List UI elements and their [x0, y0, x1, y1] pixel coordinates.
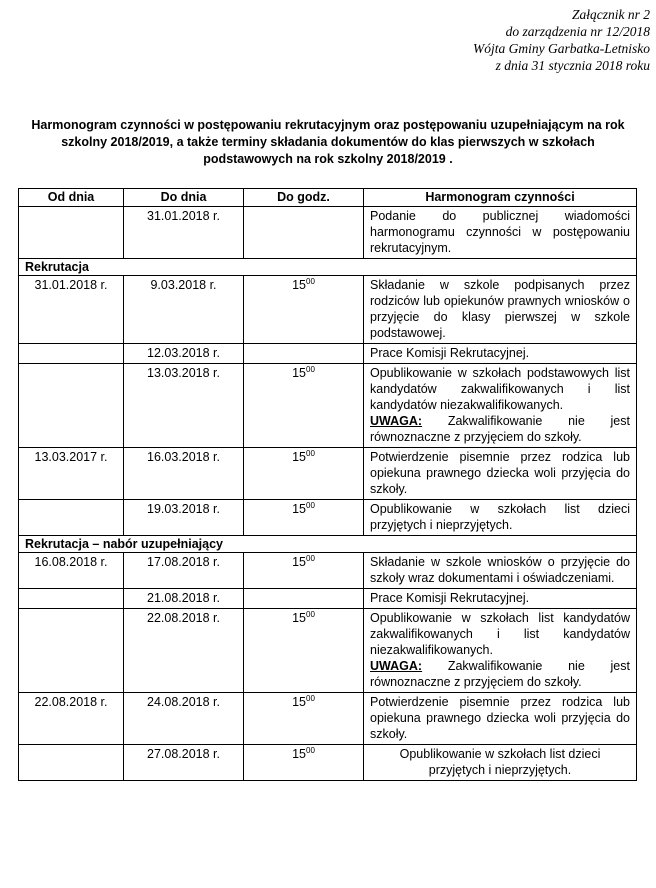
hour-value: 15 — [292, 278, 306, 292]
cell-hour — [244, 207, 364, 259]
cell-to: 24.08.2018 r. — [124, 693, 244, 745]
hour-minutes: 00 — [306, 277, 315, 286]
hour-value: 15 — [292, 555, 306, 569]
cell-activity: Składanie w szkole podpisanych przez rodziców lub opiekunów prawnych wniosków o przyjęcie do klasy pierwszej w szkole podstawowej. — [364, 276, 637, 344]
annex-header — [390, 6, 650, 74]
hour-value: 15 — [292, 747, 306, 761]
cell-activity — [364, 364, 637, 448]
hour-value: 15 — [292, 611, 306, 625]
header-to: Do dnia — [124, 189, 244, 207]
cell-to: 13.03.2018 r. — [124, 364, 244, 448]
cell-activity: Podanie do publicznej wiadomości harmonogramu czynności w postępowaniu rekrutacyjnym. — [364, 207, 637, 259]
hour-minutes: 00 — [306, 365, 315, 374]
cell-to: 19.03.2018 r. — [124, 500, 244, 536]
hour-minutes: 00 — [306, 501, 315, 510]
cell-to: 17.08.2018 r. — [124, 553, 244, 589]
section-label: Rekrutacja – nabór uzupełniający — [19, 536, 637, 553]
cell-activity: Składanie w szkole wniosków o przyjęcie do szkoły wraz dokumentami i oświadczeniami. — [364, 553, 637, 589]
cell-hour — [244, 500, 364, 536]
section-label: Rekrutacja — [19, 259, 637, 276]
schedule-table — [18, 188, 637, 781]
cell-hour — [244, 589, 364, 609]
hour-value: 15 — [292, 366, 306, 380]
cell-to: 31.01.2018 r. — [124, 207, 244, 259]
hour-value: 15 — [292, 450, 306, 464]
cell-hour — [244, 553, 364, 589]
cell-hour — [244, 745, 364, 781]
cell-from — [19, 745, 124, 781]
hour-minutes: 00 — [306, 694, 315, 703]
table-row — [19, 553, 637, 589]
header-from: Od dnia — [19, 189, 124, 207]
table-row — [19, 693, 637, 745]
table-row — [19, 500, 637, 536]
annex-number: Załącznik nr 2 — [571, 7, 650, 22]
header-activity: Harmonogram czynności — [364, 189, 637, 207]
warning-label: UWAGA: — [370, 659, 423, 673]
cell-from — [19, 364, 124, 448]
warning-label: UWAGA: — [370, 414, 423, 428]
cell-to: 9.03.2018 r. — [124, 276, 244, 344]
annex-order: do zarządzenia nr 12/2018 — [505, 24, 650, 39]
cell-from — [19, 609, 124, 693]
section-row-supplementary — [19, 536, 637, 553]
cell-hour — [244, 344, 364, 364]
cell-from — [19, 344, 124, 364]
annex-authority: Wójta Gminy Garbatka-Letnisko — [473, 41, 650, 56]
header-hour: Do godz. — [244, 189, 364, 207]
hour-minutes: 00 — [306, 746, 315, 755]
cell-to: 21.08.2018 r. — [124, 589, 244, 609]
cell-to: 12.03.2018 r. — [124, 344, 244, 364]
cell-activity: Potwierdzenie pisemnie przez rodzica lub opiekuna prawnego dziecka woli przyjęcia do szkoły. — [364, 693, 637, 745]
cell-from — [19, 500, 124, 536]
table-row — [19, 609, 637, 693]
table-row — [19, 276, 637, 344]
table-row — [19, 207, 637, 259]
header-row — [19, 189, 637, 207]
hour-minutes: 00 — [306, 554, 315, 563]
warning-text: Zakwalifikowanie nie jest równoznaczne z przyjęciem do szkoły. — [370, 414, 630, 444]
table-row — [19, 589, 637, 609]
activity-text: Opublikowanie w szkołach podstawowych list kandydatów zakwalifikowanych i list kandydatów niezakwalifikowanych. — [370, 366, 630, 412]
cell-to: 16.03.2018 r. — [124, 448, 244, 500]
cell-activity — [364, 609, 637, 693]
table-row — [19, 344, 637, 364]
table-row — [19, 745, 637, 781]
hour-value: 15 — [292, 695, 306, 709]
hour-minutes: 00 — [306, 449, 315, 458]
warning-text: Zakwalifikowanie nie jest równoznaczne z przyjęciem do szkoły. — [370, 659, 630, 689]
table-row — [19, 364, 637, 448]
document-title: Harmonogram czynności w postępowaniu rekrutacyjnym oraz postępowaniu uzupełniającym na rok szkolny 2018/2019, a także terminy składania dokumentów do klas pierwszych w szkołach podstawowych na rok szkolny 2018/2019 . — [31, 118, 625, 166]
cell-activity: Potwierdzenie pisemnie przez rodzica lub opiekuna prawnego dziecka woli przyjęcia do szkoły. — [364, 448, 637, 500]
cell-hour — [244, 609, 364, 693]
cell-activity: Prace Komisji Rekrutacyjnej. — [364, 589, 637, 609]
cell-activity: Opublikowanie w szkołach list dzieci przyjętych i nieprzyjętych. — [364, 500, 637, 536]
cell-from: 31.01.2018 r. — [19, 276, 124, 344]
cell-from: 16.08.2018 r. — [19, 553, 124, 589]
cell-from — [19, 589, 124, 609]
cell-hour — [244, 276, 364, 344]
cell-hour — [244, 448, 364, 500]
hour-value: 15 — [292, 502, 306, 516]
activity-text: Opublikowanie w szkołach list kandydatów zakwalifikowanych i list kandydatów niezakwalifikowanych. — [370, 611, 630, 657]
cell-hour — [244, 364, 364, 448]
table-row — [19, 448, 637, 500]
hour-minutes: 00 — [306, 610, 315, 619]
cell-from: 13.03.2017 r. — [19, 448, 124, 500]
cell-from — [19, 207, 124, 259]
annex-date: z dnia 31 stycznia 2018 roku — [495, 58, 650, 73]
section-row-recruitment — [19, 259, 637, 276]
cell-to: 27.08.2018 r. — [124, 745, 244, 781]
cell-from: 22.08.2018 r. — [19, 693, 124, 745]
cell-activity: Opublikowanie w szkołach list dzieci przyjętych i nieprzyjętych. — [364, 745, 637, 781]
cell-hour — [244, 693, 364, 745]
cell-activity: Prace Komisji Rekrutacyjnej. — [364, 344, 637, 364]
cell-to: 22.08.2018 r. — [124, 609, 244, 693]
